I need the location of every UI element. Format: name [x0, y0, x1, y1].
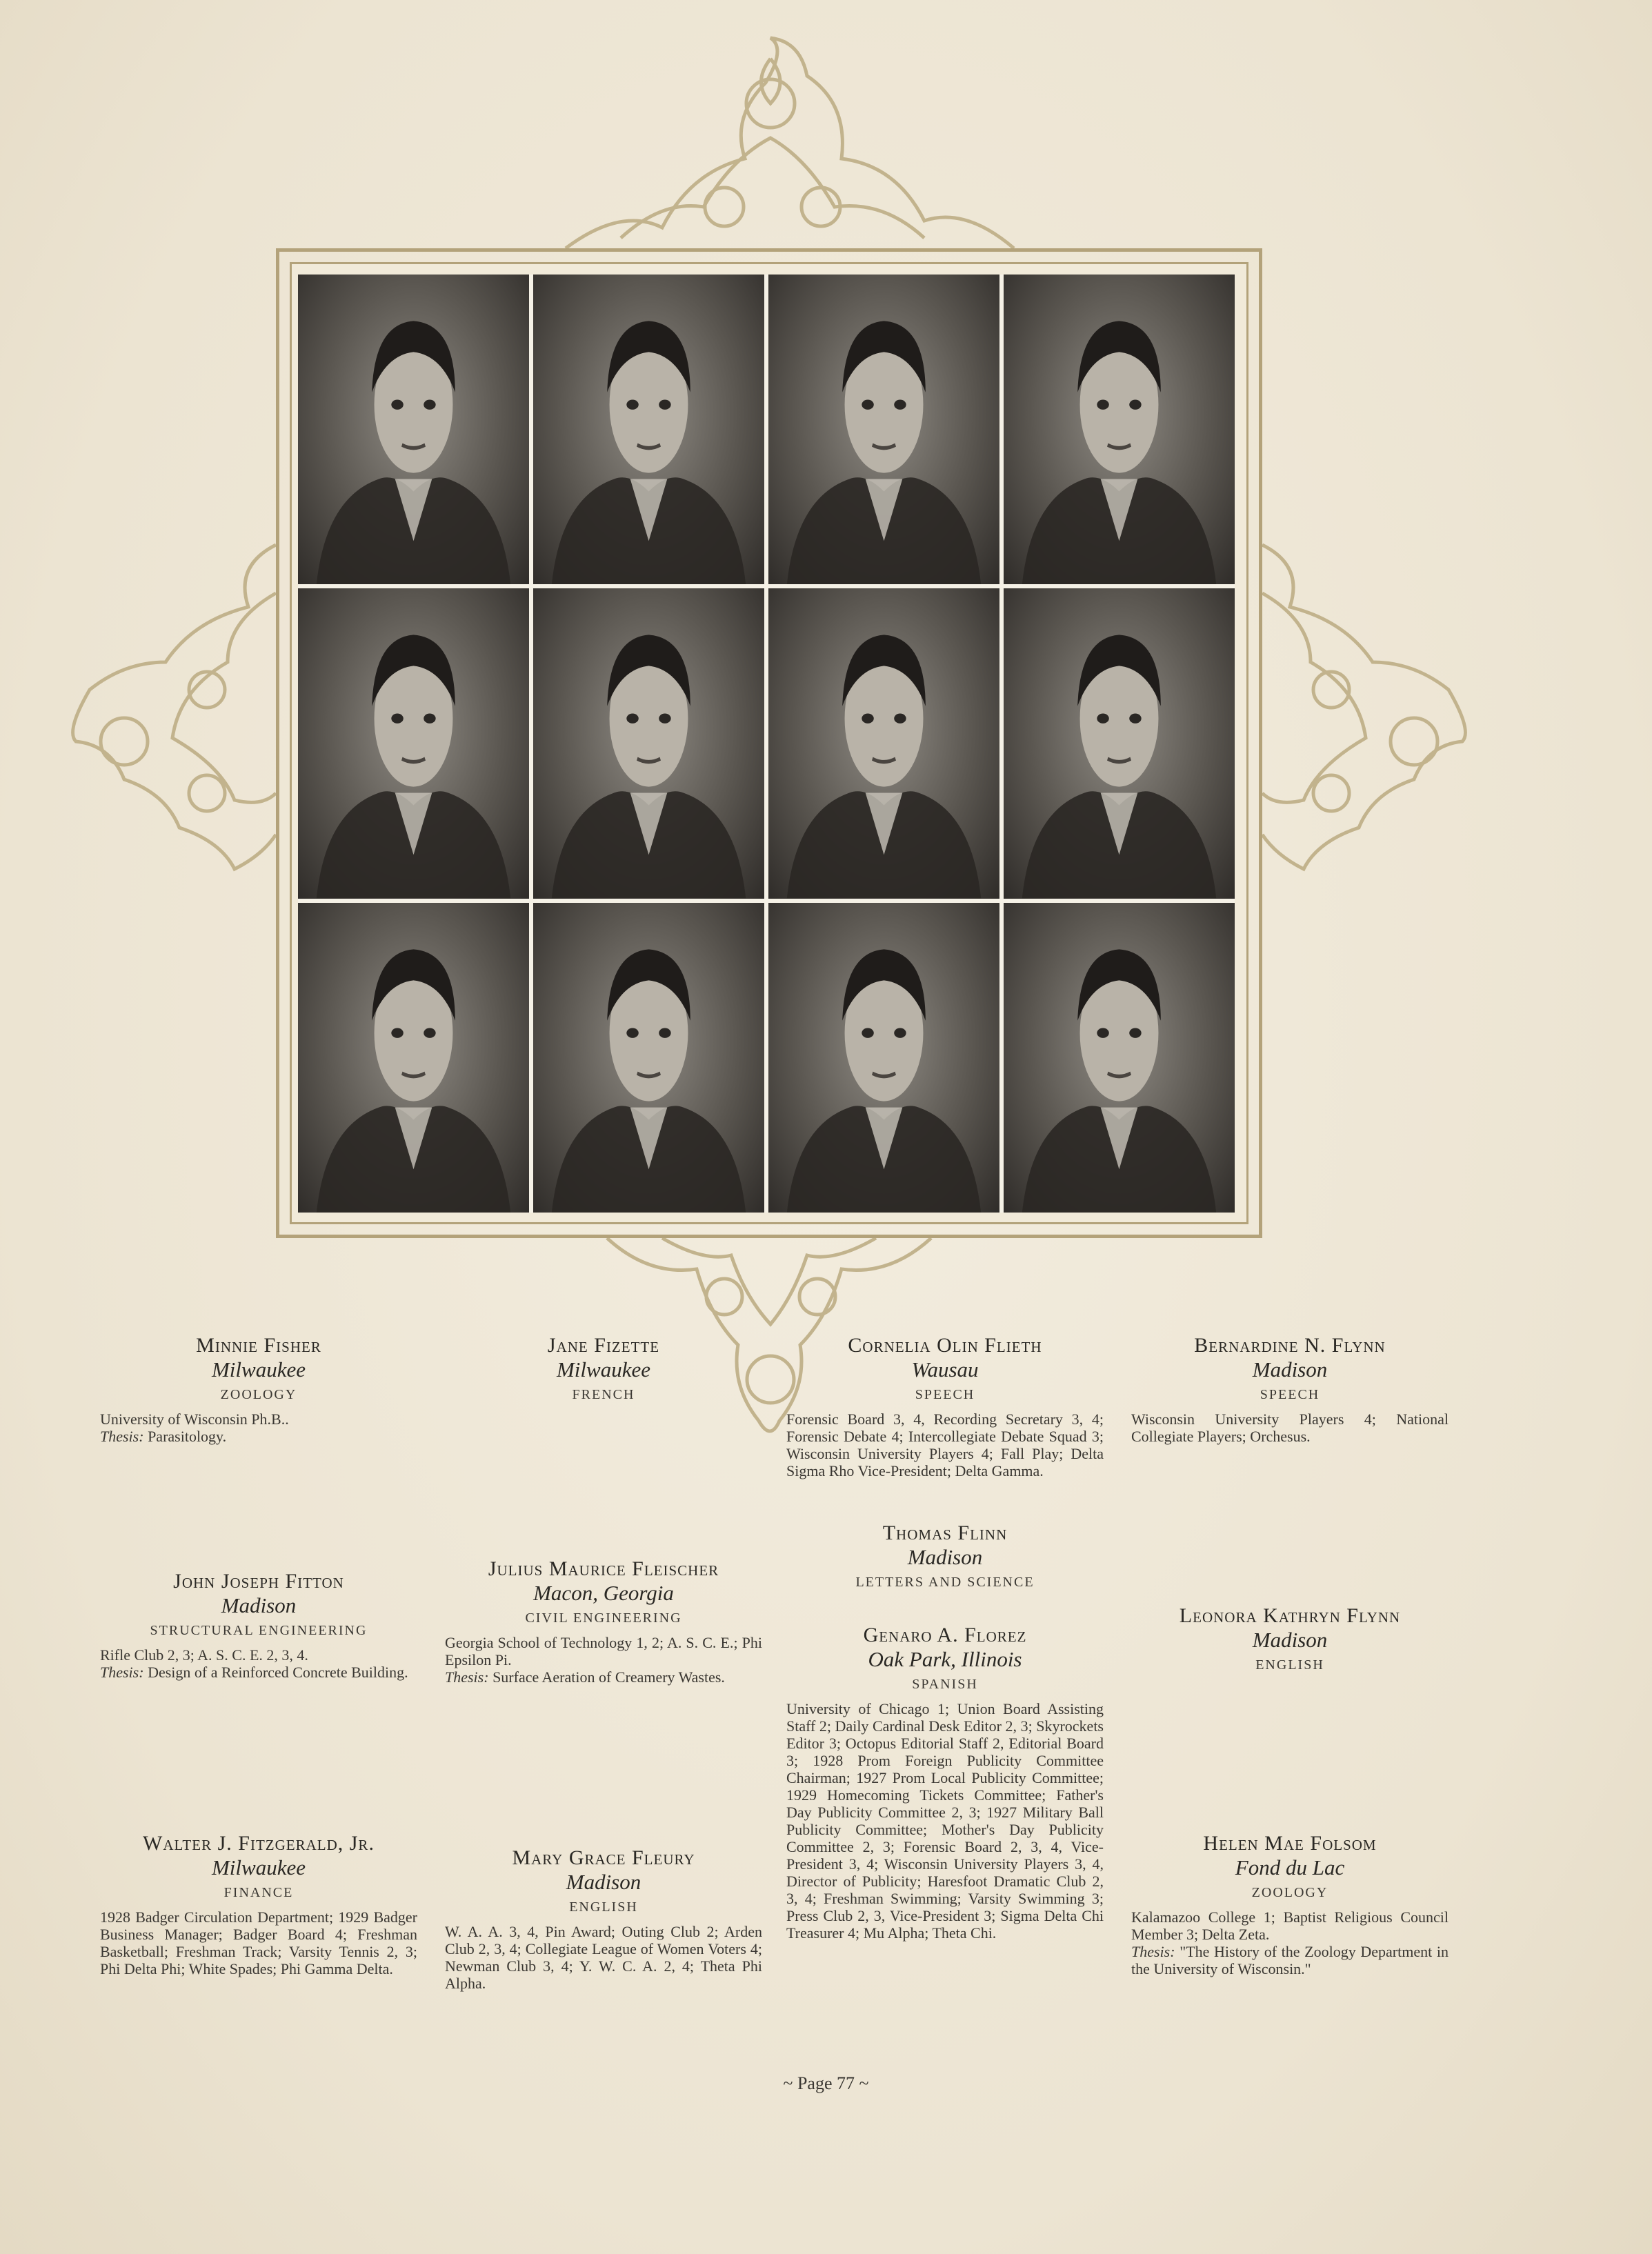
bio-details: W. A. A. 3, 4, Pin Award; Outing Club 2; Arden Club 2, 3, 4; Collegiate League of Women Voters 4; Newman Club 3, 4; Y. W. C. A. 2, 4; Theta Phi Alpha.: [445, 1923, 762, 1992]
bio-walter-fitzgerald: [100, 1831, 417, 1977]
bio-details: [100, 1646, 417, 1681]
bio-name: Leonora Kathryn Flynn: [1179, 1604, 1401, 1627]
portrait-photo-fitzgerald: [298, 903, 529, 1213]
portrait-photo-florez: [768, 903, 999, 1213]
portrait-photo-flinn: [768, 588, 999, 898]
portrait-silhouette: [1004, 275, 1235, 584]
bio-name: Minnie Fisher: [196, 1334, 321, 1357]
bio-hometown: Madison: [907, 1545, 983, 1569]
thesis-text: Parasitology.: [143, 1428, 227, 1445]
portrait-grid: [298, 275, 1235, 1213]
portrait-photo-fleury: [533, 903, 764, 1213]
bio-name: John Joseph Fitton: [173, 1570, 344, 1593]
bio-name: Bernardine N. Flynn: [1194, 1334, 1386, 1357]
bio-name: Walter J. Fitzgerald, Jr.: [143, 1832, 375, 1855]
bio-details: University of Chicago 1; Union Board Assisting Staff 2; Daily Cardinal Desk Editor 2, 3; Skyrockets Editor 3; Octopus Editorial Staff 2, Editorial Board 3; 1928 Prom Foreign Publicity Committee Chairman; 1927 Prom Local Publicity Committee; 1929 Homecoming Tickets Committee; Father's Day Publicity Committee 2, 3; 1927 Military Ball Publicity Committee; Mother's Day Publicity Committee 2, 3; Forensic Board 2, 3, 4, Vice-President 3, 4; Wisconsin University Players 3, 4, Director of Publicity; Haresfoot Dramatic Club 2, 3, 4; Freshman Swimming; Varsity Swimming 3; Press Club 2, 3, Vice-President 3; Sigma Delta Chi Treasurer 4; Mu Alpha; Theta Chi.: [786, 1700, 1104, 1942]
bio-hometown: Macon, Georgia: [533, 1581, 674, 1605]
bio-name: Julius Maurice Fleischer: [488, 1557, 719, 1580]
bio-activities: University of Wisconsin Ph.B..: [100, 1410, 289, 1428]
bio-department: ENGLISH: [1255, 1657, 1324, 1673]
portrait-silhouette: [298, 903, 529, 1213]
portrait-photo-folsom: [1004, 903, 1235, 1213]
bio-john-fitton: [100, 1569, 417, 1681]
bio-details: [445, 1634, 762, 1686]
bio-hometown: Fond du Lac: [1235, 1855, 1345, 1879]
bio-hometown: Milwaukee: [211, 1855, 306, 1879]
bio-details: [100, 1410, 417, 1445]
bio-name: Helen Mae Folsom: [1203, 1832, 1377, 1855]
portrait-photo-flynn-l: [1004, 588, 1235, 898]
portrait-silhouette: [1004, 903, 1235, 1213]
bio-minnie-fisher: [100, 1333, 417, 1445]
bio-department: STRUCTURAL ENGINEERING: [150, 1623, 368, 1638]
thesis-label: Thesis:: [100, 1428, 144, 1445]
bio-name: Cornelia Olin Flieth: [848, 1334, 1042, 1357]
bio-department: SPANISH: [912, 1677, 978, 1692]
bio-department: FRENCH: [572, 1387, 635, 1402]
thesis-label: Thesis:: [1131, 1943, 1175, 1960]
thesis-text: Surface Aeration of Creamery Wastes.: [488, 1668, 725, 1686]
bio-hometown: Madison: [1252, 1628, 1328, 1652]
portrait-photo-fisher: [298, 275, 529, 584]
thesis-text: Design of a Reinforced Concrete Building.: [143, 1664, 408, 1681]
portrait-photo-flynn-b: [1004, 275, 1235, 584]
bio-name: Thomas Flinn: [882, 1522, 1008, 1544]
portrait-silhouette: [533, 903, 764, 1213]
bio-mary-fleury: [445, 1846, 762, 1992]
portrait-silhouette: [768, 903, 999, 1213]
thesis-label: Thesis:: [445, 1668, 489, 1686]
bio-department: LETTERS AND SCIENCE: [855, 1575, 1035, 1590]
bio-department: ENGLISH: [569, 1899, 638, 1915]
portrait-photo-fizette: [533, 275, 764, 584]
page-number: ~ Page 77 ~: [783, 2073, 869, 2093]
bio-cornelia-flieth: [786, 1333, 1104, 1479]
bio-department: FINANCE: [223, 1885, 294, 1900]
portrait-photo-fitton: [298, 588, 529, 898]
bio-bernardine-flynn: [1131, 1333, 1449, 1445]
bio-helen-folsom: [1131, 1831, 1449, 1977]
portrait-silhouette: [1004, 588, 1235, 898]
bio-leonora-flynn: [1131, 1604, 1449, 1674]
bio-details: Forensic Board 3, 4, Recording Secretary 3, 4; Forensic Debate 4; Intercollegiate Debate Squad 3; Wisconsin University Players 4; Fall Play; Delta Sigma Rho Vice-President; Delta Gamma.: [786, 1410, 1104, 1479]
bio-name: Jane Fizette: [547, 1334, 660, 1357]
bio-hometown: Madison: [1252, 1357, 1328, 1382]
portrait-silhouette: [298, 588, 529, 898]
bio-hometown: Madison: [566, 1870, 641, 1894]
bio-department: CIVIL ENGINEERING: [525, 1610, 682, 1626]
bio-department: ZOOLOGY: [220, 1387, 297, 1402]
bio-hometown: Milwaukee: [211, 1357, 306, 1382]
portrait-photo-fleischer: [533, 588, 764, 898]
bio-thomas-flinn: [786, 1521, 1104, 1591]
portrait-silhouette: [768, 588, 999, 898]
bio-jane-fizette: [445, 1333, 762, 1404]
bio-activities: Georgia School of Technology 1, 2; A. S. C. E.; Phi Epsilon Pi.: [445, 1634, 762, 1668]
portrait-silhouette: [533, 275, 764, 584]
portrait-silhouette: [533, 588, 764, 898]
thesis-label: Thesis:: [100, 1664, 144, 1681]
bio-activities: Rifle Club 2, 3; A. S. C. E. 2, 3, 4.: [100, 1646, 308, 1664]
bio-hometown: Wausau: [911, 1357, 979, 1382]
bio-hometown: Oak Park, Illinois: [868, 1647, 1022, 1671]
bio-name: Mary Grace Fleury: [512, 1846, 695, 1869]
portrait-photo-flieth: [768, 275, 999, 584]
bio-department: SPEECH: [1260, 1387, 1320, 1402]
bio-details: Wisconsin University Players 4; National Collegiate Players; Orchesus.: [1131, 1410, 1449, 1445]
portrait-silhouette: [768, 275, 999, 584]
bio-details: [1131, 1908, 1449, 1977]
bio-name: Genaro A. Florez: [863, 1624, 1027, 1646]
bio-hometown: Madison: [221, 1593, 297, 1617]
bio-genaro-florez: [786, 1623, 1104, 1942]
bio-activities: Kalamazoo College 1; Baptist Religious Council Member 3; Delta Zeta.: [1131, 1908, 1449, 1943]
bio-julius-fleischer: [445, 1557, 762, 1686]
portrait-silhouette: [298, 275, 529, 584]
bio-details: 1928 Badger Circulation Department; 1929 Badger Business Manager; Badger Board 4; Freshman Basketball; Freshman Track; Varsity Tennis 2, 3; Phi Delta Phi; White Spades; Phi Gamma Delta.: [100, 1908, 417, 1977]
bio-department: ZOOLOGY: [1251, 1885, 1328, 1900]
bio-hometown: Milwaukee: [556, 1357, 650, 1382]
bio-department: SPEECH: [915, 1387, 975, 1402]
thesis-text: "The History of the Zoology Department in the University of Wisconsin.": [1131, 1943, 1449, 1977]
